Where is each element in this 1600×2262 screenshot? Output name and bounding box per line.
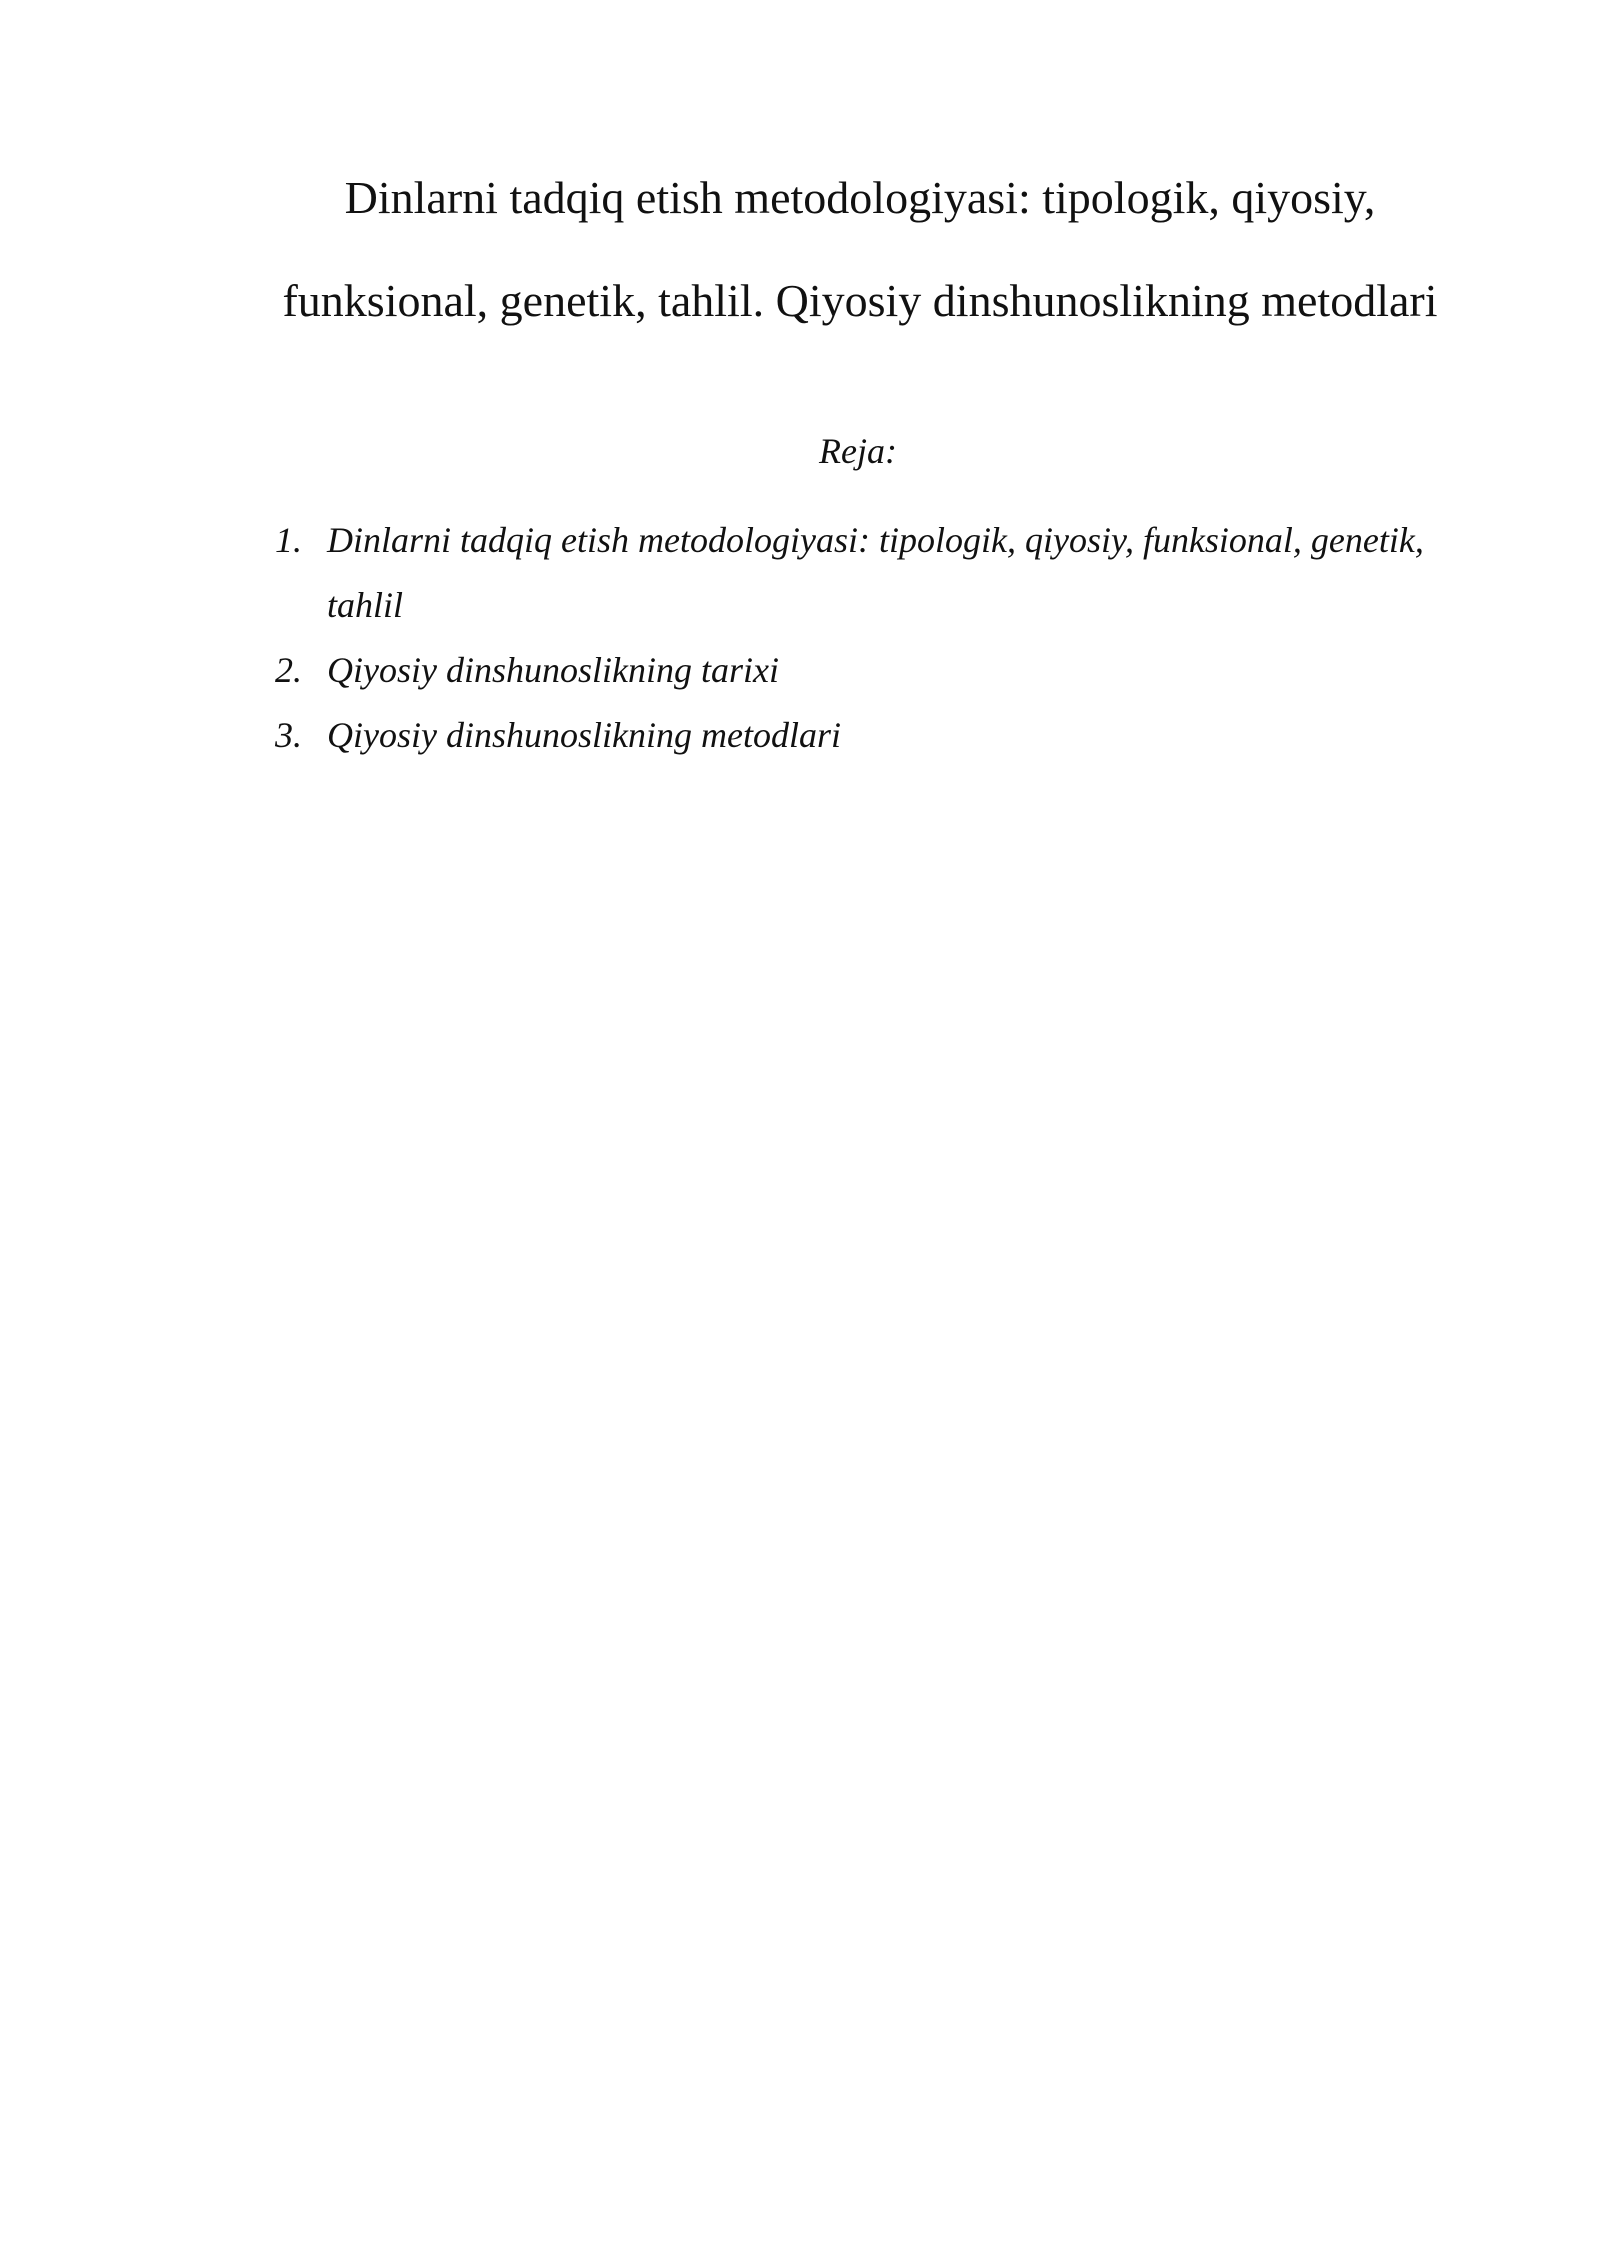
document-title-line-2: funksional, genetik, tahlil. Qiyosiy dinshunoslikning metodlari <box>282 275 1438 326</box>
document-title <box>230 146 1490 352</box>
plan-item-text: Dinlarni tadqiq etish metodologiyasi: tipologik, qiyosiy, funksional, genetik, tahlil <box>327 520 1424 625</box>
plan-item-number: 1. <box>275 520 302 560</box>
plan-item-number: 2. <box>275 650 302 690</box>
plan-list-item-1 <box>265 508 1505 638</box>
plan-list-item-3 <box>265 703 1505 768</box>
plan-item-text: Qiyosiy dinshunoslikning metodlari <box>327 715 841 755</box>
plan-list-item-2 <box>265 638 1505 703</box>
plan-item-text: Qiyosiy dinshunoslikning tarixi <box>327 650 779 690</box>
plan-item-number: 3. <box>275 715 302 755</box>
plan-list <box>265 508 1505 768</box>
plan-heading: Reja: <box>819 431 897 471</box>
document-title-line-1: Dinlarni tadqiq etish metodologiyasi: tipologik, qiyosiy, <box>344 172 1376 223</box>
